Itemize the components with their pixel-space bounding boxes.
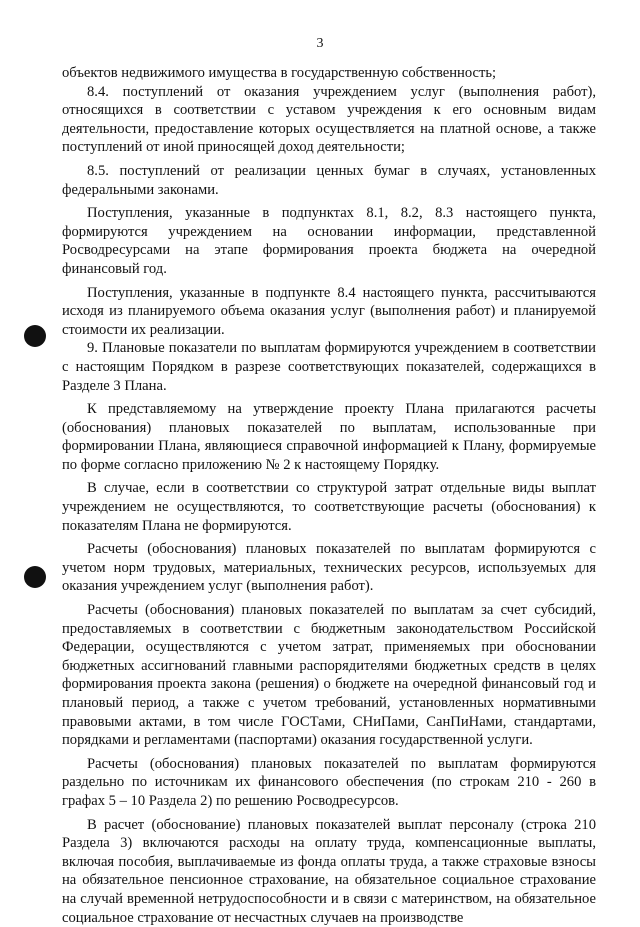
paragraph: объектов недвижимого имущества в государственную собственность; (62, 65, 497, 81)
document-body (62, 64, 596, 927)
paragraph: Поступления, указанные в подпункте 8.4 настоящего пункта, рассчитываются исходя из планируемого объема оказания услуг (выполнения работ) и планируемой стоимости их реализации. (62, 284, 596, 338)
page-number: 3 (316, 36, 324, 51)
paragraph: Расчеты (обоснования) плановых показателей по выплатам формируются с учетом норм трудовых, материальных, технических ресурсов, используемых для оказания учреждением услуг (выполнения работ). (62, 541, 596, 595)
paragraph: В расчет (обоснование) плановых показателей выплат персоналу (строка 210 Раздела 3) включаются расходы на оплату труда, компенсационные выплаты, включая пособия, выплачиваемые из фонда оплаты труда, а также страховые взносы на обязательное пенсионное страхование, на обязательное социальное страхование на случай временной нетрудоспособности и в связи с материнством, на обязательное социальное страхование от несчастных случаев на производстве (62, 816, 596, 926)
paragraph: Расчеты (обоснования) плановых показателей по выплатам формируются раздельно по источникам их финансового обеспечения (по строкам 210 - 260 в графах 5 – 10 Раздела 2) по решению Росводресурсов. (62, 755, 596, 809)
paragraph: 8.5. поступлений от реализации ценных бумаг в случаях, установленных федеральными законами. (62, 162, 596, 198)
paragraph: К представляемому на утверждение проекту Плана прилагаются расчеты (обоснования) плановых показателей по выплатам, использованные при формировании Плана, являющиеся справочной информацией к Плану, формируемые по форме согласно приложению № 2 к настоящему Порядку. (62, 401, 596, 473)
punch-hole-mark (24, 566, 46, 588)
paragraph: 8.4. поступлений от оказания учреждением услуг (выполнения работ), относящихся в соответствии с уставом учреждения к его основным видам деятельности, предоставление которых осуществляется на платной основе, а также поступлений от иной приносящей доход деятельности; (62, 83, 596, 156)
paragraph: Расчеты (обоснования) плановых показателей по выплатам за счет субсидий, предоставляемых в соответствии с бюджетным законодательством Российской Федерации, осуществляются с учетом затрат, применяемых при обосновании бюджетных ассигнований главными распорядителями бюджетных средств в целях формирования проекта закона (решения) о бюджете на очередной финансовый год и плановый период, а также с учетом требований, установленных нормативными правовыми актами, в том числе ГОСТами, СНиПами, СанПиНами, стандартами, порядками и регламентами (паспортами) оказания государственной услуги. (62, 602, 596, 749)
paragraph: 9. Плановые показатели по выплатам формируются учреждением в соответствии с настоящим Порядком в разрезе соответствующих показателей, содержащихся в Разделе 3 Плана. (62, 340, 596, 394)
punch-hole-mark (24, 325, 46, 347)
paragraph: Поступления, указанные в подпунктах 8.1, 8.2, 8.3 настоящего пункта, формируются учреждением на основании информации, представленной Росводресурсами на этапе формирования проекта бюджета на очередной финансовый год. (62, 205, 596, 277)
paragraph: В случае, если в соответствии со структурой затрат отдельные виды выплат учреждением не осуществляются, то соответствующие расчеты (обоснования) к показателям Плана не формируются. (62, 480, 596, 534)
